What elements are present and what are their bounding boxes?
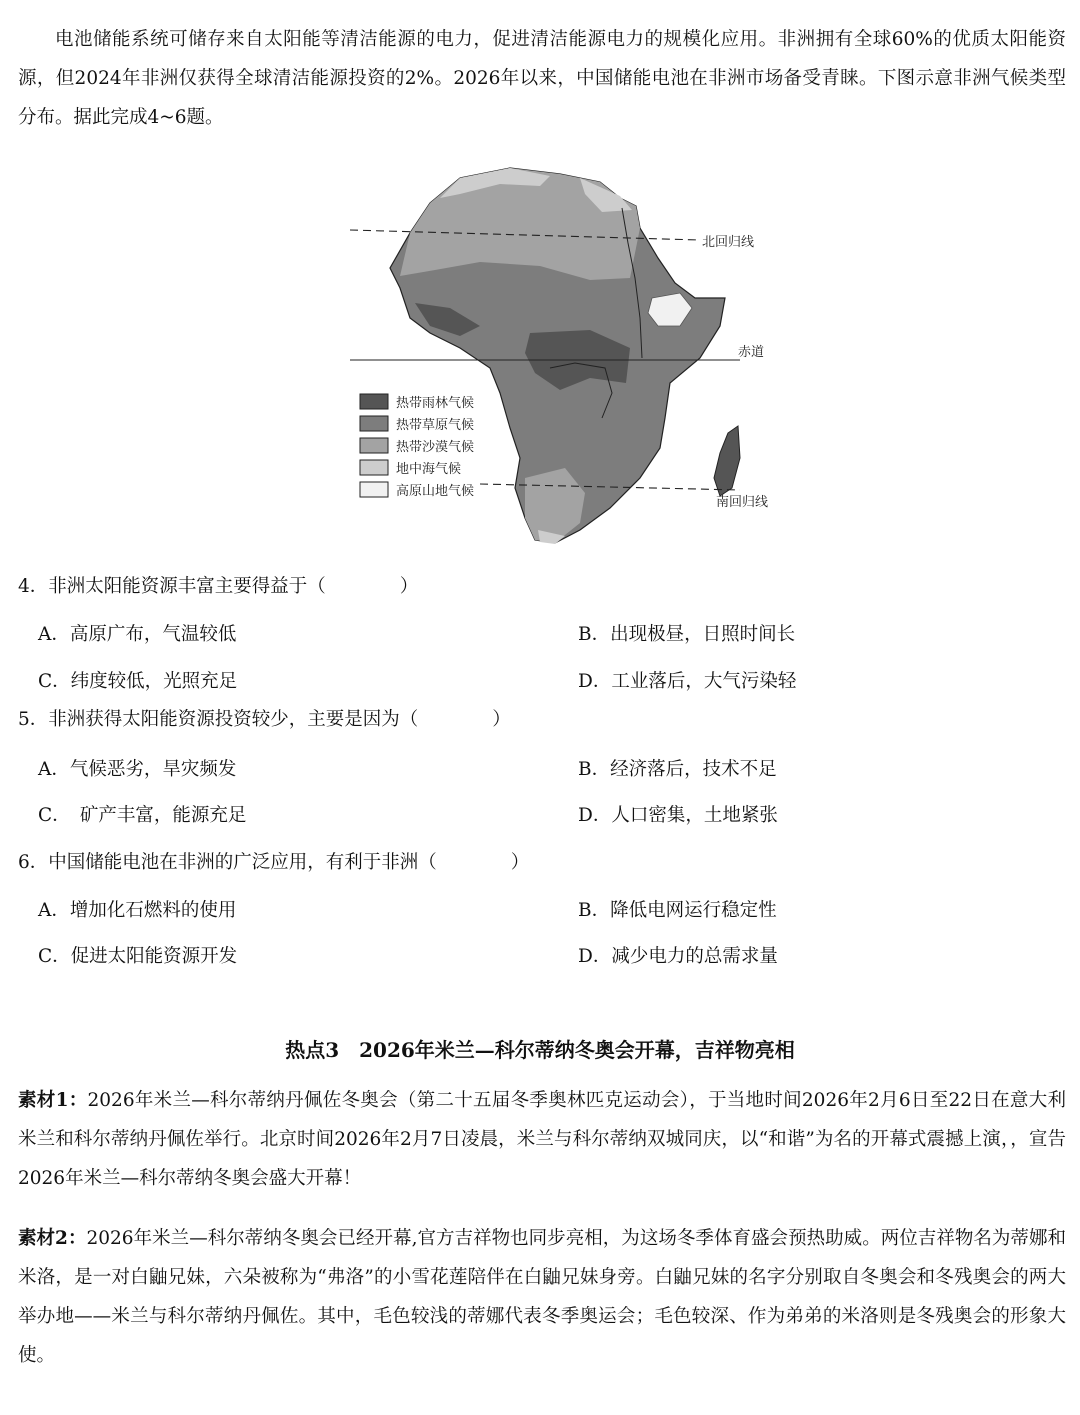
question-5-stem: 5．非洲获得太阳能资源投资较少，主要是因为（ ）: [18, 709, 511, 730]
question-6-option-a: A．增加化石燃料的使用: [38, 900, 237, 921]
tropic-south-label: 南回归线: [716, 495, 769, 510]
legend-label: 热带草原气候: [396, 418, 475, 433]
hotspot-title: 热点3 2026年米兰—科尔蒂纳冬奥会开幕，吉祥物亮相: [285, 1038, 795, 1062]
question-4-option-b: B．出现极昼，日照时间长: [578, 624, 796, 645]
question-5-option-a: A．气候恶劣，旱灾频发: [38, 759, 237, 780]
legend-label: 地中海气候: [396, 462, 462, 477]
legend-label: 热带沙漠气候: [396, 440, 475, 455]
material-1-label: 素材1：: [18, 1090, 88, 1111]
question-5-option-c: C． 矿产丰富，能源充足: [38, 805, 247, 826]
legend-label: 热带雨林气候: [396, 396, 475, 411]
question-6-stem: 6．中国储能电池在非洲的广泛应用，有利于非洲（ ）: [18, 852, 530, 873]
question-6-option-c: C．促进太阳能资源开发: [38, 946, 238, 967]
legend-label: 高原山地气候: [396, 484, 475, 499]
intro-paragraph: 电池储能系统可储存来自太阳能等清洁能源的电力，促进清洁能源电力的规模化应用。非洲拥有全球60%的优质太阳能资源，但2024年非洲仅获得全球清洁能源投资的2%。2026年以来，中国储能电池在非洲市场备受青睐。下图示意非洲气候类型分布。据此完成4~6题。: [18, 29, 1066, 128]
africa-climate-map: [340, 158, 800, 553]
question-5-option-d: D．人口密集，土地紧张: [578, 805, 778, 826]
tropic-north-label: 北回归线: [702, 235, 755, 250]
question-4-option-d: D．工业落后，大气污染轻: [578, 671, 797, 692]
material-2: [18, 1219, 1066, 1375]
material-2-text: 2026年米兰—科尔蒂纳冬奥会已经开幕,官方吉祥物也同步亮相，为这场冬季体育盛会预热助威。两位吉祥物名为蒂娜和米洛，是一对白鼬兄妹，六朵被称为“弗洛”的小雪花莲陪伴在白鼬兄妹身旁。白鼬兄妹的名字分别取自冬奥会和冬残奥会的两大举办地——米兰与科尔蒂纳丹佩佐。其中，毛色较浅的蒂娜代表冬季奥运会；毛色较深、作为弟弟的米洛则是冬残奥会的形象大使。: [18, 1228, 1067, 1366]
material-1-text: 2026年米兰—科尔蒂纳丹佩佐冬奥会（第二十五届冬季奥林匹克运动会），于当地时间2026年2月6日至22日在意大利米兰和科尔蒂纳丹佩佐举行。北京时间2026年2月7日凌晨，米兰与科尔蒂纳双城同庆，以“和谐”为名的开幕式震撼上演，，宣告2026年米兰—科尔蒂纳冬奥会盛大开幕！: [18, 1090, 1066, 1189]
question-6-option-b: B．降低电网运行稳定性: [578, 900, 777, 921]
madagascar: [714, 426, 740, 496]
question-5-option-b: B．经济落后，技术不足: [578, 759, 777, 780]
question-4-stem: 4．非洲太阳能资源丰富主要得益于（ ）: [18, 576, 419, 597]
question-4-option-c: C．纬度较低，光照充足: [38, 671, 238, 692]
question-4-option-a: A．高原广布，气温较低: [38, 624, 237, 645]
map-legend: [360, 394, 474, 499]
equator-label: 赤道: [738, 345, 765, 360]
material-1: [18, 1081, 1066, 1198]
material-2-label: 素材2：: [18, 1228, 87, 1249]
question-6-option-d: D．减少电力的总需求量: [578, 946, 778, 967]
